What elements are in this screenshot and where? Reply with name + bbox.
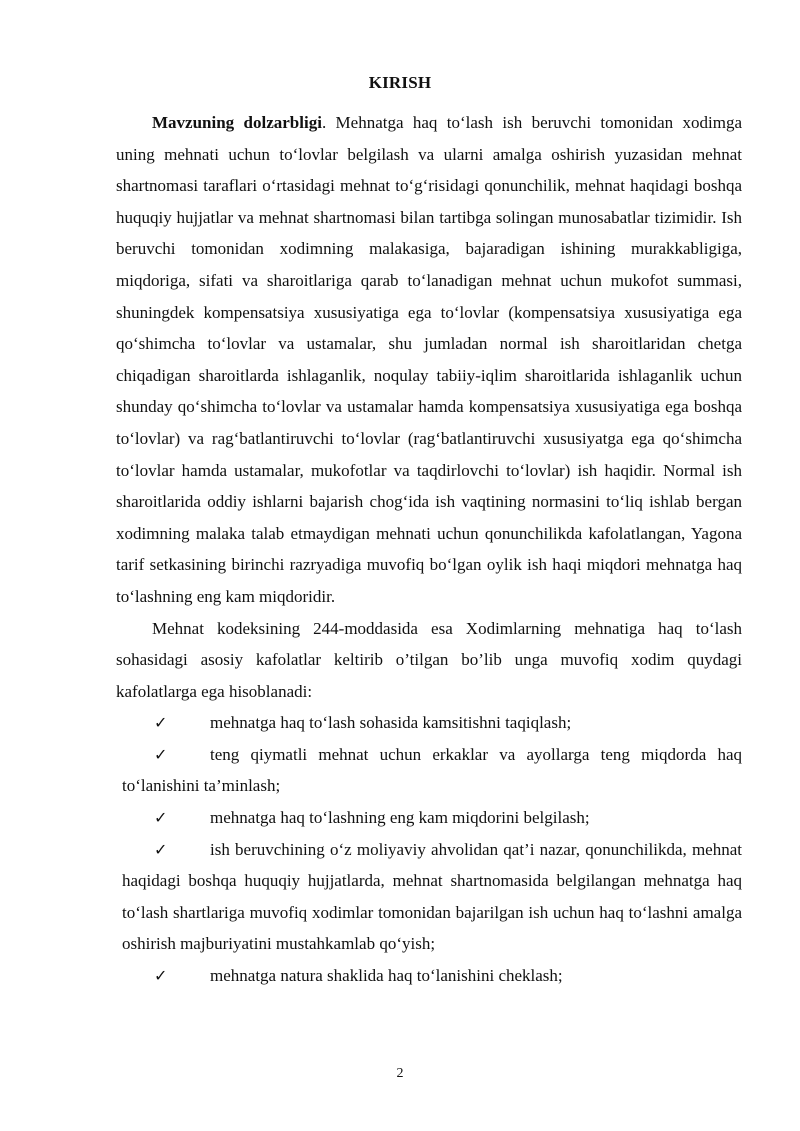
intro-text: . Mehnatga haq to‘lash ish beruvchi tomonidan xodimga uning mehnati uchun to‘lovlar belgilash va ularni amalga oshirish yuzasidan mehnat shartnomasi taraflari o‘rtasidagi mehnat to‘g‘risidagi qonunchilik, mehnat haqidagi boshqa huquqiy hujjatlar va mehnat shartnomasi bilan tartibga solingan munosabatlar tizimidir. Ish beruvchi tomonidan xodimning malakasiga, bajaradigan ishining murakkabligiga, miqdoriga, sifati va sharoitlariga qarab to‘lanadigan mehnat uchun mukofot summasi, shuningdek kompensatsiya xususiyatiga ega to‘lovlar (kompensatsiya xususiyatiga ega qo‘shimcha to‘lovlar va ustamalar, shu jumladan normal ish sharoitlaridan chetga chiqadigan sharoitlarda ishlaganlik, noqulay tabiiy-iqlim sharoitlarida ishlaganlik uchun shunday qo‘shimcha to‘lovlar va ustamalar hamda kompensatsiya xususiyatiga ega boshqa to‘lovlar) va rag‘batlantiruvchi to‘lovlar (rag‘batlantiruvchi xususiyatga ega qo‘shimcha to‘lovlar hamda ustamalar, mukofotlar va taqdirlovchi to‘lovlar) ish haqidir. Normal ish sharoitlarida oddiy ishlarni bajarish chog‘ida ish vaqtining normasini to‘liq ishlab bergan xodimning malaka talab etmaydigan mehnati uchun qonunchilikda kafolatlangan, Yagona tarif setkasining birinchi razryadiga muvofiq bo‘lgan oylik ish haqi miqdori mehnatga haq to‘lashning eng kam miqdoridir.	[116, 113, 742, 606]
document-body	[116, 107, 742, 992]
list-item	[116, 960, 742, 992]
list-item-text: ish beruvchining o‘z moliyaviy ahvolidan qat’i nazar, qonunchilikda, mehnat haqidagi boshqa huquqiy hujjatlarda, mehnat shartnomasida belgilangan mehnatga haq to‘lash shartlariga muvofiq xodimlar tomonidan bajarilgan ish uchun haq to‘lashni amalga oshirish majburiyatini mustahkamlab qo‘yish;	[122, 839, 742, 954]
check-icon: ✓	[154, 713, 168, 733]
list-item-text: mehnatga haq to‘lashning eng kam miqdorini belgilash;	[210, 808, 590, 828]
list-item	[116, 739, 742, 802]
check-icon: ✓	[154, 839, 168, 859]
page-title: KIRISH	[368, 73, 432, 92]
list-item	[116, 707, 742, 739]
page-number: 2	[396, 1066, 404, 1081]
list-item	[116, 802, 742, 834]
check-icon: ✓	[154, 744, 168, 764]
check-icon: ✓	[154, 966, 168, 986]
intro-label: Mavzuning dolzarbligi	[152, 113, 322, 132]
list-item-text: mehnatga haq to‘lash sohasida kamsitishni taqiqlash;	[210, 713, 572, 733]
guarantees-list	[116, 707, 742, 991]
list-item	[116, 834, 742, 960]
paragraph-2: Mehnat kodeksining 244-moddasida esa Xodimlarning mehnatiga haq to‘lash sohasidagi asosiy kafolatlar keltirib o’tilgan bo’lib unga muvofiq xodim quydagi kafolatlarga ega hisoblanadi:	[116, 618, 742, 701]
list-item-text: mehnatga natura shaklida haq to‘lanishini cheklash;	[210, 966, 563, 986]
check-icon: ✓	[154, 808, 168, 828]
list-item-text: teng qiymatli mehnat uchun erkaklar va ayollarga teng miqdorda haq to‘lanishini ta’minlash;	[122, 744, 742, 796]
intro-paragraph	[116, 107, 742, 613]
